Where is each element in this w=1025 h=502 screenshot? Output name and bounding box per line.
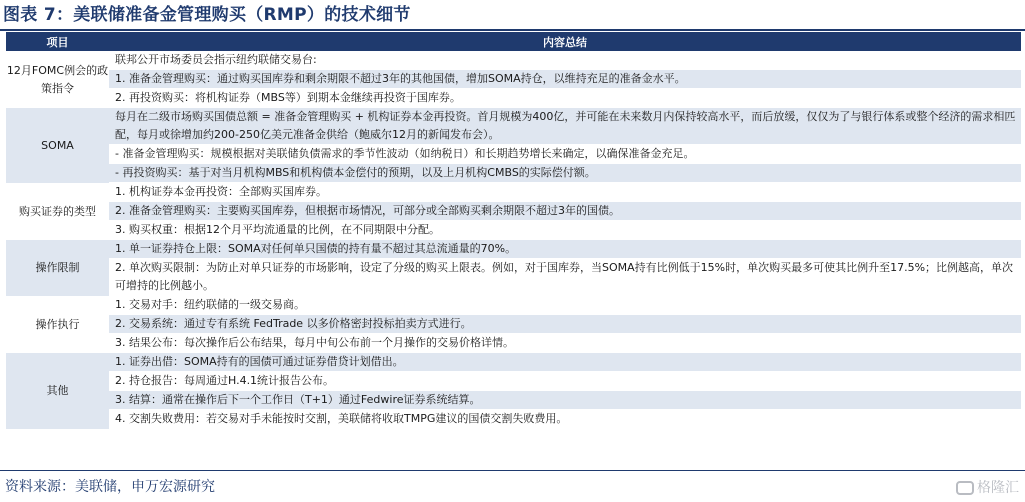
header-summary: 内容总结 [109, 32, 1021, 51]
section-other [6, 353, 1021, 429]
content-cell [109, 183, 1021, 240]
content-line: 2. 持仓报告：每周通过H.4.1统计报告公布。 [109, 372, 1021, 391]
title-rule [0, 29, 1025, 31]
source-note: 资料来源：美联储，申万宏源研究 [5, 479, 215, 495]
content-line: 1. 机构证券本金再投资：全部购买国库券。 [109, 183, 1021, 202]
header-item: 项目 [6, 32, 109, 51]
content-line: 2. 单次购买限制：为防止对单只证券的市场影响，设定了分级的购买上限表。例如，对于国库券，当SOMA持有比例低于15%时，单次购买最多可使其比例升至17.5%；比例越高，单次可增持的比例越小。 [109, 259, 1021, 296]
category-cell: SOMA [6, 108, 109, 183]
watermark-logo-icon [956, 481, 974, 495]
content-line: 1. 单一证券持仓上限：SOMA对任何单只国债的持有量不超过其总流通量的70%。 [109, 240, 1021, 259]
watermark [956, 478, 1019, 498]
content-line: 1. 证券出借：SOMA持有的国债可通过证券借贷计划借出。 [109, 353, 1021, 372]
content-cell [109, 108, 1021, 183]
content-line: 1. 准备金管理购买：通过购买国库券和剩余期限不超过3年的其他国债，增加SOMA持仓，以维持充足的准备金水平。 [109, 70, 1021, 89]
category-cell: 其他 [6, 353, 109, 429]
section-soma [6, 108, 1021, 183]
content-cell [109, 51, 1021, 108]
content-cell [109, 296, 1021, 353]
watermark-text: 格隆汇 [977, 480, 1019, 496]
content-line: 联邦公开市场委员会指示纽约联储交易台: [109, 51, 1021, 70]
section-operating-limits [6, 240, 1021, 296]
content-line: 3. 结算：通常在操作后下一个工作日（T+1）通过Fedwire证券系统结算。 [109, 391, 1021, 410]
content-cell [109, 353, 1021, 429]
content-cell [109, 240, 1021, 296]
table-header-row [6, 32, 1021, 51]
category-cell: 购买证券的类型 [6, 183, 109, 240]
section-execution [6, 296, 1021, 353]
category-cell: 操作限制 [6, 240, 109, 296]
content-line: 2. 再投资购买：将机构证券（MBS等）到期本金继续再投资于国库券。 [109, 89, 1021, 108]
content-line: 2. 准备金管理购买：主要购买国库券，但根据市场情况，可部分或全部购买剩余期限不超过3年的国债。 [109, 202, 1021, 221]
content-line: - 再投资购买：基于对当月机构MBS和机构债本金偿付的预期，以及上月机构CMBS的实际偿付额。 [109, 164, 1021, 183]
section-fomc [6, 51, 1021, 108]
content-line: 3. 结果公布：每次操作后公布结果，每月中旬公布前一个月操作的交易价格详情。 [109, 334, 1021, 353]
figure-title: 图表 7：美联储准备金管理购买（RMP）的技术细节 [3, 5, 411, 25]
content-line: 2. 交易系统：通过专有系统 FedTrade 以多价格密封投标拍卖方式进行。 [109, 315, 1021, 334]
section-security-types [6, 183, 1021, 240]
category-cell: 12月FOMC例会的政策指令 [6, 51, 109, 108]
category-cell: 操作执行 [6, 296, 109, 353]
content-line: 3. 购买权重：根据12个月平均流通量的比例，在不同期限中分配。 [109, 221, 1021, 240]
content-line: 4. 交割失败费用：若交易对手未能按时交割，美联储将收取TMPG建议的国债交割失败费用。 [109, 410, 1021, 429]
content-line: 1. 交易对手：纽约联储的一级交易商。 [109, 296, 1021, 315]
rmp-details-table [6, 32, 1021, 429]
footer-rule [0, 470, 1025, 471]
content-line: - 准备金管理购买：规模根据对美联储负债需求的季节性波动（如纳税日）和长期趋势增长来确定，以确保准备金充足。 [109, 145, 1021, 164]
content-line: 每月在二级市场购买国债总额 = 准备金管理购买 + 机构证券本金再投资。首月规模为400亿，并可能在未来数月内保持较高水平，而后放缓，仅仅为了与银行体系或整个经济的需求相匹配，每月或徐增加约200-250亿美元准备金供给（鲍威尔12月的新闻发布会）。 [109, 108, 1021, 145]
